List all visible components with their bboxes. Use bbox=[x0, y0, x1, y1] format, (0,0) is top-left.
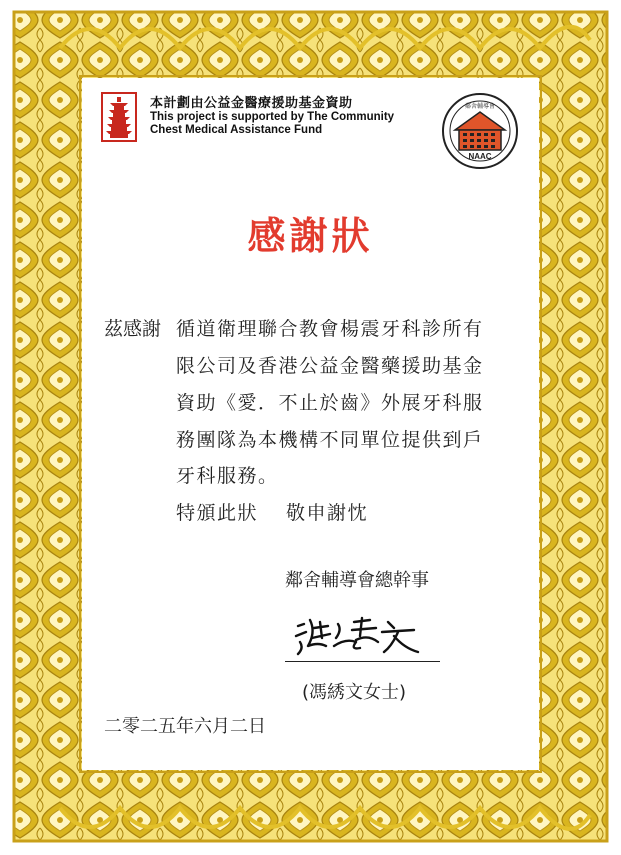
body-line-1: 循道衛理聯合教會楊震牙科診所有 bbox=[176, 318, 484, 340]
body-line-3: 資助《愛．不止於齒》外展牙科服 bbox=[176, 392, 484, 414]
signatory-name: (馮綉文女士) bbox=[302, 682, 407, 703]
naac-logo bbox=[441, 92, 519, 170]
certificate-content-area bbox=[82, 78, 539, 770]
community-chest-pagoda-icon bbox=[100, 92, 138, 142]
handwritten-signature bbox=[290, 612, 430, 660]
body-line-4: 務團隊為本機構不同單位提供到戶 bbox=[176, 429, 484, 451]
signature-line bbox=[285, 661, 440, 662]
sponsor-chinese-text: 本計劃由公益金醫療援助基金資助 bbox=[150, 96, 353, 111]
body-line-5: 牙科服務。 bbox=[176, 465, 279, 487]
certificate-title: 感謝狀 bbox=[247, 213, 374, 258]
closing-phrase: 特頒此狀 敬申謝忱 bbox=[176, 502, 369, 524]
signatory-title: 鄰舍輔導會總幹事 bbox=[285, 570, 429, 591]
issue-date: 二零二五年六月二日 bbox=[104, 716, 266, 737]
naac-logo-label: NAAC bbox=[468, 152, 492, 161]
thanks-label: 茲感謝 bbox=[104, 318, 162, 340]
body-line-2: 限公司及香港公益金醫藥援助基金 bbox=[176, 355, 484, 377]
sponsor-english-line-1: This project is supported by The Community bbox=[150, 111, 395, 123]
sponsor-english-line-2: Chest Medical Assistance Fund bbox=[150, 124, 323, 136]
naac-logo-top-text: 鄰舍輔導會 bbox=[464, 103, 496, 110]
sponsor-block bbox=[100, 88, 440, 144]
